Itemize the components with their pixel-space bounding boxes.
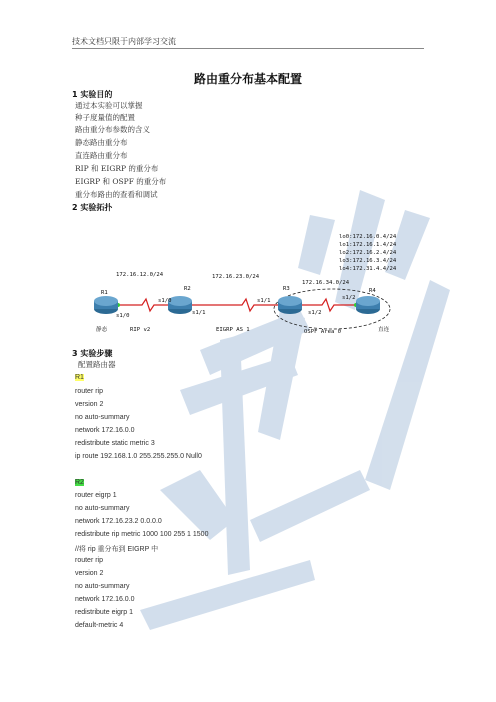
- r2-config-line: router eigrp 1: [75, 492, 117, 499]
- section-heading-topology: 2 实验拓扑: [72, 203, 113, 212]
- link-subnet-label: 172.16.34.0/24: [302, 280, 350, 286]
- interface-label: s1/1: [192, 310, 206, 316]
- router-r2-icon: [168, 296, 192, 314]
- r1-config-line: no auto-summary: [75, 414, 130, 421]
- r1-config-line: redistribute static metric 3: [75, 440, 155, 447]
- r1-config-label: R1: [75, 374, 84, 381]
- router-r1-icon: [94, 296, 118, 314]
- objective-line: 通过本实验可以掌握: [75, 101, 143, 110]
- network-topology-diagram: [92, 225, 412, 335]
- r2-config-line: no auto-summary: [75, 583, 130, 590]
- interface-label: s1/0: [116, 313, 130, 319]
- page-header: 技术文档只限于内部学习交流: [72, 37, 176, 46]
- area-label: EIGRP AS 1: [216, 327, 250, 333]
- r2-config-line: version 2: [75, 570, 104, 577]
- objective-line: 静态路由重分布: [75, 138, 128, 147]
- page-title: 路由重分布基本配置: [193, 72, 302, 86]
- r1-config-line: network 172.16.0.0: [75, 427, 135, 434]
- router-label: R1: [101, 290, 108, 296]
- loopback-label: lo0:172.16.0.4/24: [339, 234, 397, 240]
- link-subnet-label: 172.16.12.0/24: [116, 272, 164, 278]
- section-heading-steps: 3 实验步骤: [72, 349, 113, 358]
- r1-config-line: router rip: [75, 388, 104, 395]
- interface-label: s1/2: [342, 295, 356, 301]
- r1-config-line: ip route 192.168.1.0 255.255.255.0 Null0: [75, 453, 202, 460]
- r2-config-line: router rip: [75, 557, 104, 564]
- link-subnet-label: 172.16.23.0/24: [212, 274, 260, 280]
- router-label: R4: [369, 288, 376, 294]
- loopback-label: lo2:172.16.2.4/24: [339, 250, 397, 256]
- steps-intro: 配置路由器: [78, 360, 116, 369]
- area-label: 静态: [96, 327, 108, 333]
- router-label: R3: [283, 286, 290, 292]
- r2-config-line: redistribute eigrp 1: [75, 609, 133, 616]
- objective-line: EIGRP 和 OSPF 的重分布: [75, 177, 167, 186]
- router-r4-icon: [356, 296, 380, 314]
- r2-config-line: default-metric 4: [75, 622, 124, 629]
- section-heading-objectives: 1 实验目的: [72, 90, 113, 99]
- interface-label: s1/2: [308, 310, 322, 316]
- interface-label: s1/1: [257, 298, 271, 304]
- router-r3-icon: [278, 296, 302, 314]
- objective-line: 直连路由重分布: [75, 151, 128, 160]
- r2-config-line: network 172.16.0.0: [75, 596, 135, 603]
- loopback-label: lo1:172.16.1.4/24: [339, 242, 397, 248]
- area-label: RIP v2: [130, 327, 151, 333]
- objective-line: 路由重分布参数的含义: [75, 125, 150, 134]
- objective-line: 种子度量值的配置: [75, 113, 135, 122]
- area-label: OSPF Area 0: [304, 329, 342, 335]
- r2-config-line: redistribute rip metric 1000 100 255 1 1500: [75, 531, 209, 538]
- r2-config-line: no auto-summary: [75, 505, 130, 512]
- objective-line: RIP 和 EIGRP 的重分布: [75, 164, 159, 173]
- objective-line: 重分布路由的查看和调试: [75, 190, 158, 199]
- r2-config-line: network 172.16.23.2 0.0.0.0: [75, 518, 162, 525]
- r2-config-label: R2: [75, 479, 84, 486]
- r1-config-line: version 2: [75, 401, 104, 408]
- loopback-label: lo4:172.31.4.4/24: [339, 266, 397, 272]
- router-label: R2: [184, 286, 191, 292]
- area-label: 直连: [378, 327, 390, 333]
- loopback-label: lo3:172.16.3.4/24: [339, 258, 397, 264]
- header-divider: [72, 48, 424, 49]
- interface-label: s1/0: [158, 298, 172, 304]
- r2-config-line: //将 rip 重分布到 EIGRP 中: [75, 546, 159, 553]
